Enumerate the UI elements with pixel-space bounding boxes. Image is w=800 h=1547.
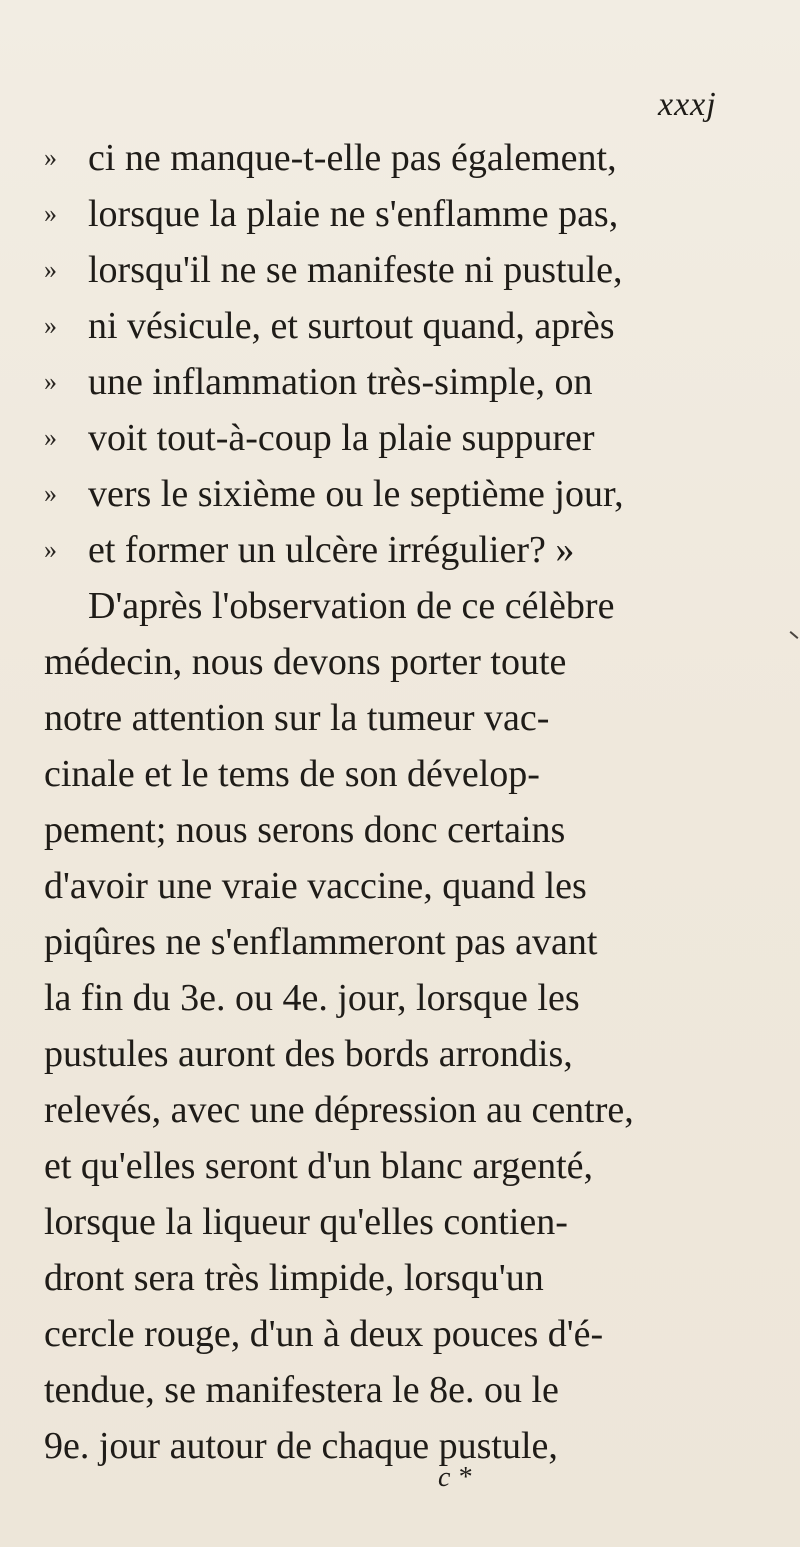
- quote-mark: »: [44, 255, 57, 284]
- text-line: [44, 690, 756, 746]
- line-text: D'après l'observation de ce célèbre: [88, 585, 615, 627]
- text-line: [44, 802, 756, 858]
- line-text: tendue, se manifestera le 8e. ou le: [44, 1369, 559, 1411]
- text-line: [44, 970, 756, 1026]
- paragraph-start-line: [44, 578, 756, 634]
- line-text: une inflammation très-simple, on: [88, 361, 593, 403]
- line-text: pustules auront des bords arrondis,: [44, 1033, 573, 1075]
- quote-mark: »: [44, 423, 57, 452]
- margin-mark: [790, 631, 799, 639]
- text-line: [44, 1138, 756, 1194]
- text-line: [44, 1306, 756, 1362]
- line-text: notre attention sur la tumeur vac-: [44, 697, 550, 739]
- text-line: [44, 522, 756, 578]
- line-text: ni vésicule, et surtout quand, après: [88, 305, 615, 347]
- text-line: [44, 1362, 756, 1418]
- line-text: cinale et le tems de son dévelop-: [44, 753, 540, 795]
- line-text: et qu'elles seront d'un blanc argenté,: [44, 1145, 594, 1187]
- line-text: relevés, avec une dépression au centre,: [44, 1089, 634, 1131]
- line-text: 9e. jour autour de chaque pustule,: [44, 1425, 558, 1467]
- text-line: [44, 746, 756, 802]
- page-folio: xxxj: [658, 86, 717, 123]
- text-line: [44, 466, 756, 522]
- line-text: la fin du 3e. ou 4e. jour, lorsque les: [44, 977, 580, 1019]
- text-line: [44, 130, 756, 186]
- text-line: [44, 410, 756, 466]
- line-text: cercle rouge, d'un à deux pouces d'é-: [44, 1313, 604, 1355]
- line-text: piqûres ne s'enflammeront pas avant: [44, 921, 598, 963]
- line-text: médecin, nous devons porter toute: [44, 641, 567, 683]
- text-line: [44, 186, 756, 242]
- line-text: et former un ulcère irrégulier? »: [88, 529, 575, 571]
- text-line: [44, 298, 756, 354]
- line-text: pement; nous serons donc certains: [44, 809, 566, 851]
- quote-mark: »: [44, 143, 57, 172]
- text-line: [44, 634, 756, 690]
- quote-mark: »: [44, 367, 57, 396]
- line-text: d'avoir une vraie vaccine, quand les: [44, 865, 587, 907]
- line-text: lorsque la plaie ne s'enflamme pas,: [88, 193, 619, 235]
- line-text: lorsqu'il ne se manifeste ni pustule,: [88, 249, 623, 291]
- quote-mark: »: [44, 479, 57, 508]
- quote-mark: »: [44, 535, 57, 564]
- quote-mark: »: [44, 311, 57, 340]
- text-line: [44, 1026, 756, 1082]
- line-text: dront sera très limpide, lorsqu'un: [44, 1257, 544, 1299]
- text-line: [44, 1082, 756, 1138]
- text-line: [44, 858, 756, 914]
- line-text: ci ne manque-t-elle pas également,: [88, 137, 617, 179]
- text-line: [44, 354, 756, 410]
- text-line: [44, 1194, 756, 1250]
- text-line: [44, 1250, 756, 1306]
- text-line: [44, 1418, 756, 1474]
- line-text: vers le sixième ou le septième jour,: [88, 473, 624, 515]
- line-text: voit tout-à-coup la plaie suppurer: [88, 417, 595, 459]
- signature-mark: c *: [438, 1462, 472, 1493]
- text-line: [44, 914, 756, 970]
- line-text: lorsque la liqueur qu'elles contien-: [44, 1201, 568, 1243]
- quote-mark: »: [44, 199, 57, 228]
- text-line: [44, 242, 756, 298]
- page-body: [44, 130, 756, 1474]
